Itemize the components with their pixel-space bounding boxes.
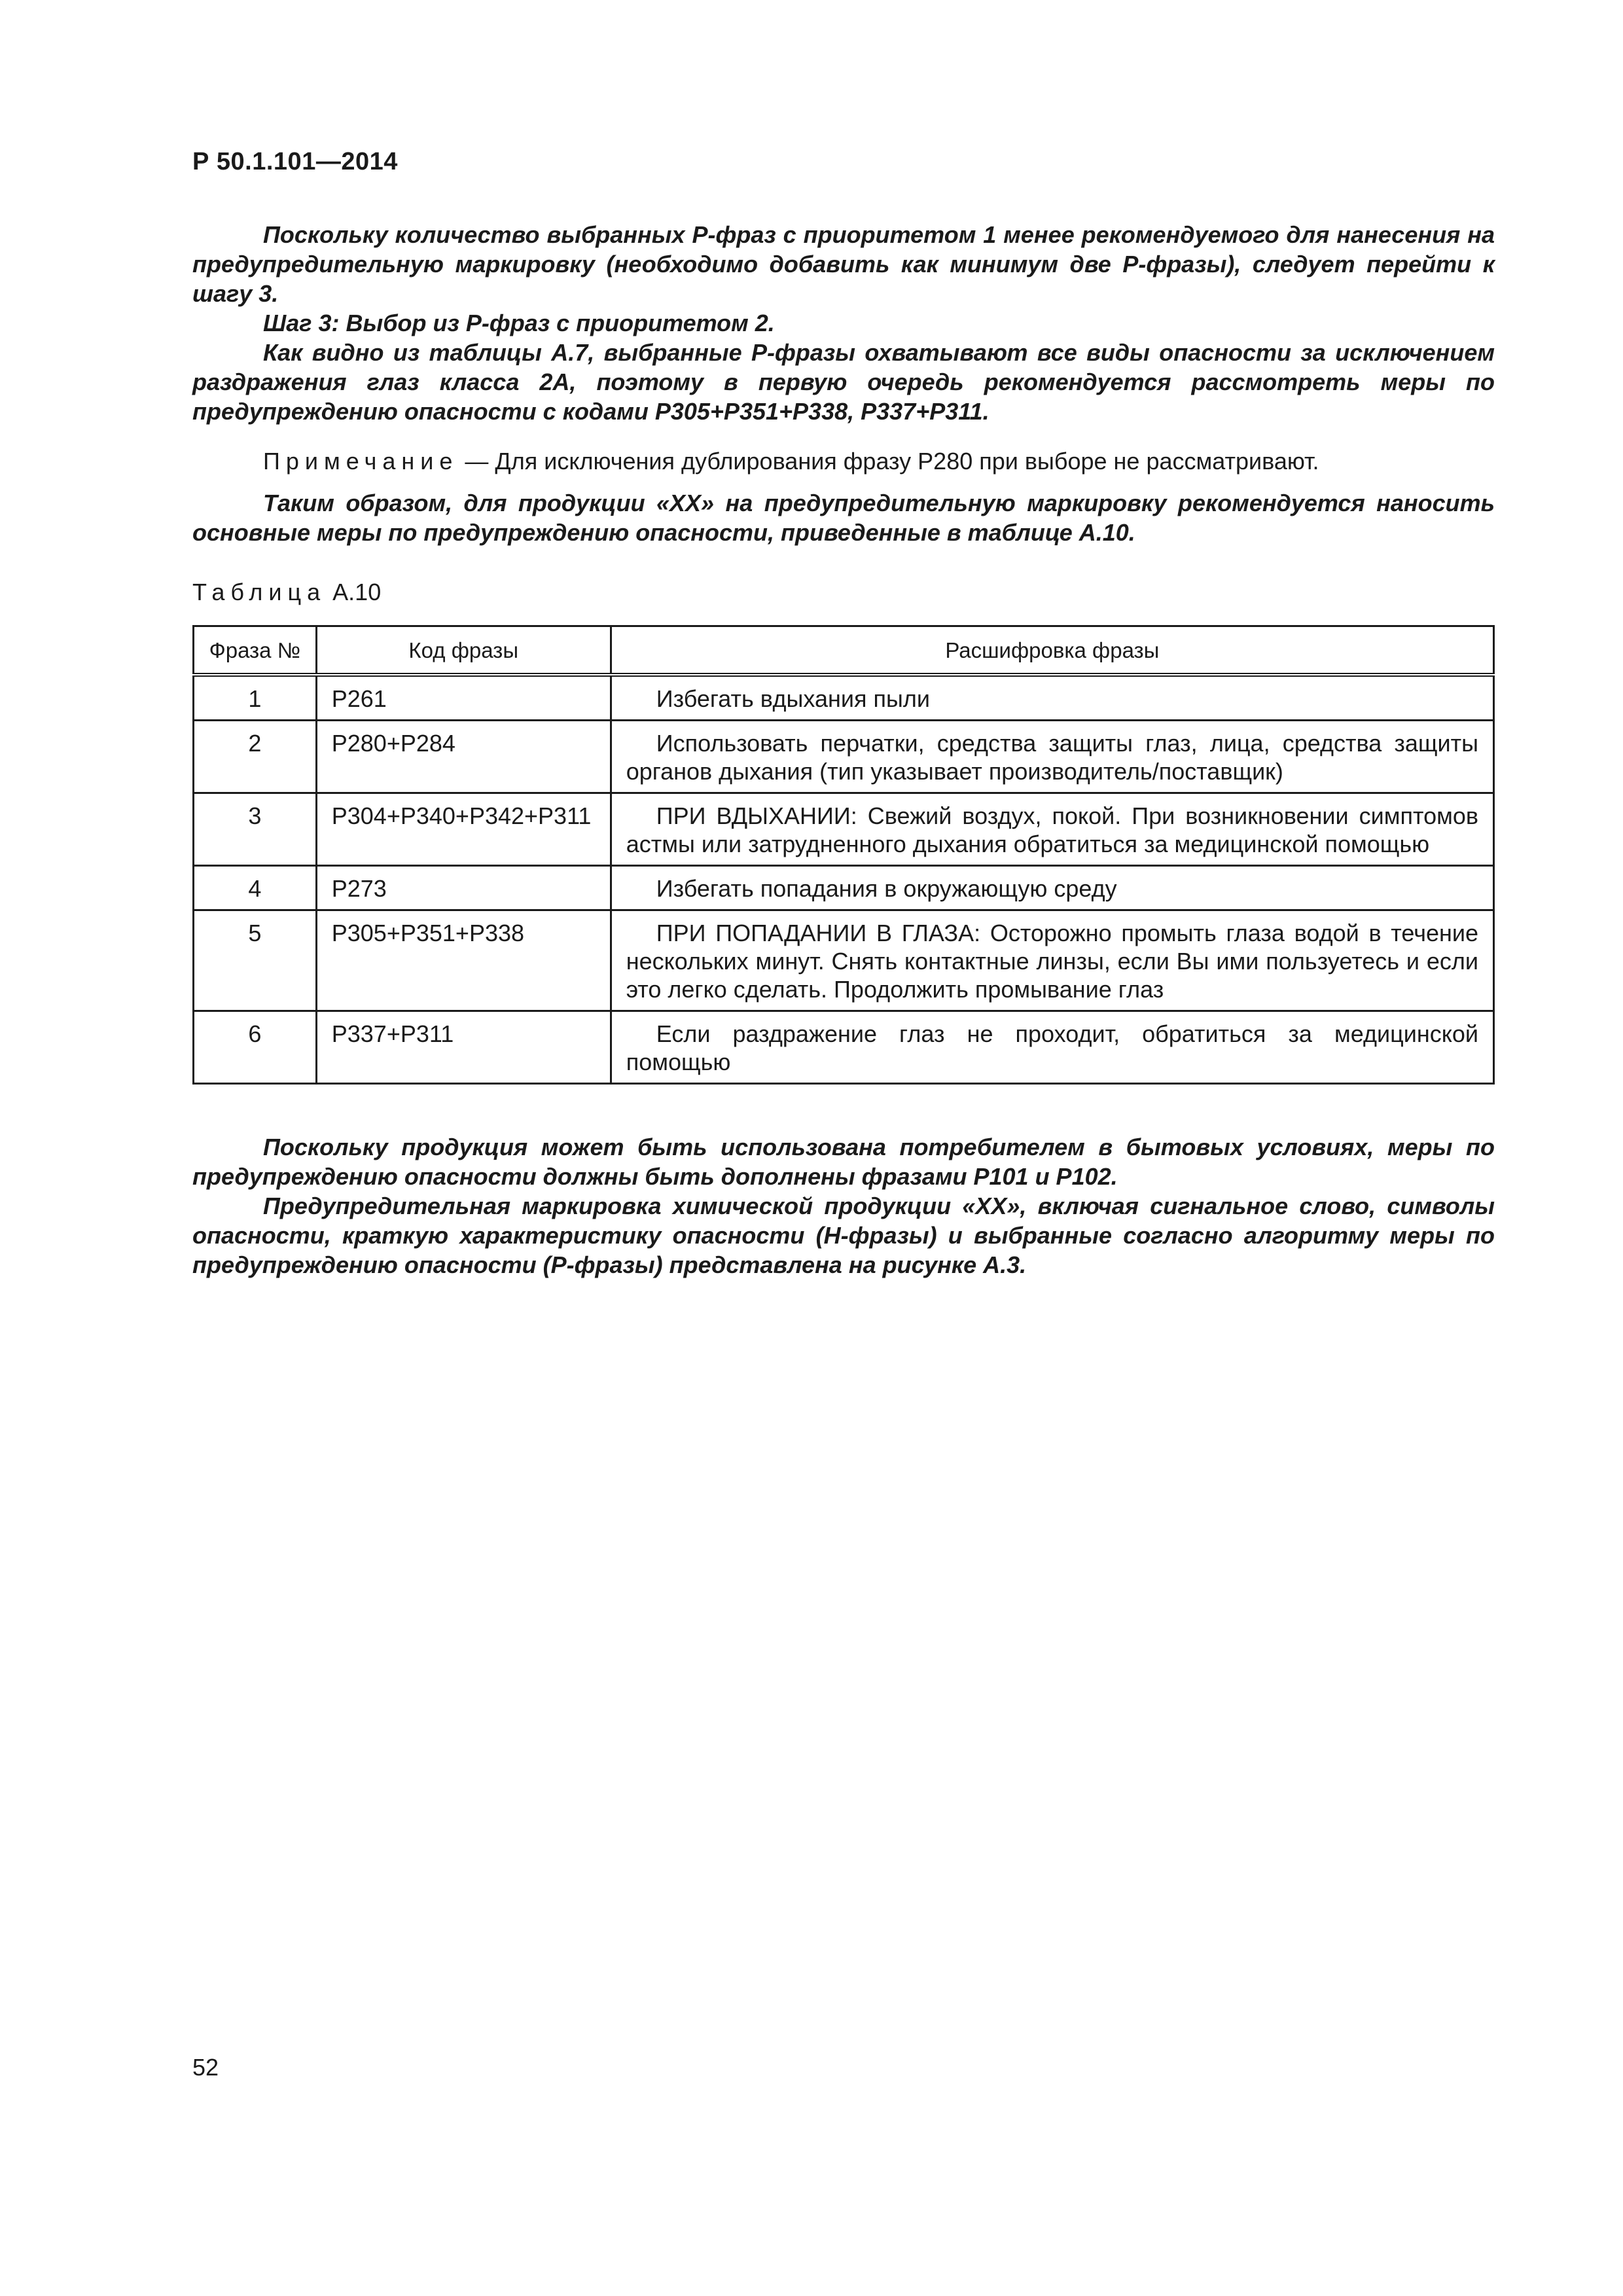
phrase-number-cell: 6 [194, 1011, 317, 1084]
intro-section [192, 220, 1495, 426]
table-caption [192, 577, 381, 607]
conclusion-paragraph: Таким образом, для продукции «ХХ» на предупредительную маркировку рекомендуется наносить основные меры по предупреждению опасности, приведенные в таблице А.10. [192, 490, 1495, 546]
table-row [194, 866, 1494, 910]
phrase-code-cell: Р280+Р284 [316, 721, 611, 793]
phrase-description-cell: Избегать вдыхания пыли [611, 675, 1493, 721]
phrase-description-cell: ПРИ ВДЫХАНИИ: Свежий воздух, покой. При возникновении симптомов астмы или затрудненного дыхания обратиться за медицинской помощью [611, 793, 1493, 866]
intro-paragraph-1: Поскольку количество выбранных Р-фраз с приоритетом 1 менее рекомендуемого для нанесения на предупредительную маркировку (необходимо добавить как минимум две Р-фразы), следует перейти к шагу 3. [192, 221, 1495, 307]
note-label: Примечание [263, 448, 459, 475]
phrase-code-cell: Р304+Р340+Р342+Р311 [316, 793, 611, 866]
column-header-phrase-number: Фраза № [194, 626, 317, 675]
step-3-heading: Шаг 3: Выбор из Р-фраз с приоритетом 2. [263, 310, 775, 336]
table-row [194, 1011, 1494, 1084]
outro-paragraph-2: Предупредительная маркировка химической продукции «ХХ», включая сигнальное слово, символы опасности, краткую характеристику опасности (Н-фразы) и выбранные согласно алгоритму меры по предупреждению опасности (Р-фразы) представлена на рисунке А.3. [192, 1193, 1495, 1278]
conclusion-section [192, 488, 1495, 547]
table-row [194, 793, 1494, 866]
intro-paragraph-3: Как видно из таблицы А.7, выбранные Р-фразы охватывают все виды опасности за исключением раздражения глаз класса 2А, поэтому в первую очередь рекомендуется рассмотреть меры по предупреждению опасности с кодами Р305+Р351+Р338, Р337+Р311. [192, 339, 1495, 425]
phrase-description-cell: Избегать попадания в окружающую среду [611, 866, 1493, 910]
table-row [194, 721, 1494, 793]
outro-paragraph-1: Поскольку продукция может быть использована потребителем в бытовых условиях, меры по предупреждению опасности должны быть дополнены фразами Р101 и Р102. [192, 1134, 1495, 1190]
table-header-row [194, 626, 1494, 675]
phrase-number-cell: 4 [194, 866, 317, 910]
column-header-phrase-description: Расшифровка фразы [611, 626, 1493, 675]
phrase-description-cell: Если раздражение глаз не проходит, обратиться за медицинской помощью [611, 1011, 1493, 1084]
p-phrases-table [192, 625, 1495, 1085]
phrase-number-cell: 1 [194, 675, 317, 721]
outro-section [192, 1132, 1495, 1280]
table-row [194, 675, 1494, 721]
phrase-number-cell: 3 [194, 793, 317, 866]
column-header-phrase-code: Код фразы [316, 626, 611, 675]
phrase-code-cell: Р337+Р311 [316, 1011, 611, 1084]
phrase-code-cell: Р305+Р351+Р338 [316, 910, 611, 1011]
phrase-number-cell: 2 [194, 721, 317, 793]
note [192, 446, 1495, 476]
table-caption-label: Таблица [192, 579, 327, 605]
page-number: 52 [192, 2054, 219, 2081]
phrase-code-cell: Р261 [316, 675, 611, 721]
phrase-description-cell: Использовать перчатки, средства защиты глаз, лица, средства защиты органов дыхания (тип указывает производитель/поставщик) [611, 721, 1493, 793]
phrase-number-cell: 5 [194, 910, 317, 1011]
phrase-description-cell: ПРИ ПОПАДАНИИ В ГЛАЗА: Осторожно промыть глаза водой в течение нескольких минут. Снять контактные линзы, если Вы ими пользуетесь и если это легко сделать. Продолжить промывание глаз [611, 910, 1493, 1011]
table-caption-number: А.10 [326, 579, 382, 605]
note-text: — Для исключения дублирования фразу Р280 при выборе не рассматривают. [458, 448, 1319, 475]
table-row [194, 910, 1494, 1011]
phrase-code-cell: Р273 [316, 866, 611, 910]
document-number: Р 50.1.101—2014 [192, 148, 398, 175]
